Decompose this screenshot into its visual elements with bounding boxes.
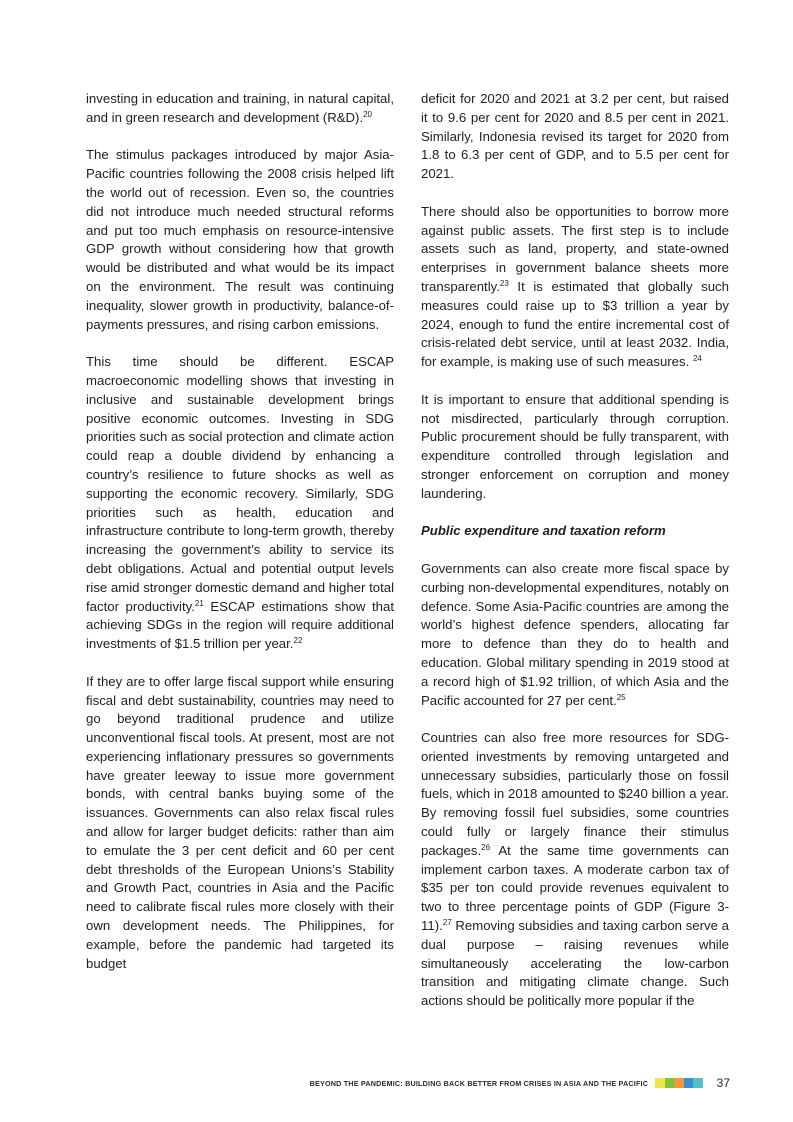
color-block: [674, 1078, 684, 1088]
paragraph-1: investing in education and training, in natural capital, and in green research and development (R&D).$^{20}$: [86, 91, 394, 125]
color-block: [665, 1078, 675, 1088]
page-number: 37: [716, 1076, 730, 1090]
footnote-ref: 22: [293, 636, 303, 646]
paragraph-7: It is important to ensure that additional spending is not misdirected, particularly through corruption. Public procurement should be fully transparent, with expenditure controlled through legislation and stronger enforcement on corruption and money laundering.: [421, 391, 729, 501]
footnote-ref: 25: [616, 692, 626, 702]
footnote-ref: 27: [442, 918, 452, 928]
footnote-ref: 20: [363, 109, 372, 119]
paragraph-4: If they are to offer large fiscal support while ensuring fiscal and debt sustainability, countries may need to go beyond traditional prudence and utilize unconventional fiscal tools. At present, most are not experiencing inflationary pressures so governments have greater leeway to issue more government bonds, with central banks buying some of the issuances. Governments can also relax fiscal rules and allow for larger budget deficits: rather than aim to emulate the 3 per cent deficit and 60 per cent debt thresholds of the European Unions’s Stability and Growth Pact, countries in Asia and the Pacific need to calibrate fiscal rules more closely with their own development needs. The Philippines, for example, before the pandemic had targeted its budget: [86, 673, 394, 971]
color-block: [655, 1078, 665, 1088]
color-bar: [655, 1078, 703, 1088]
paragraph-9: Countries can also free more resources for SDG-oriented investments by removing untargeted and unnecessary subsidies, particularly those on fossil fuels, which in 2018 amounted to $240 billion a year. By removing fossil fuel subsidies, some countries could fully or largely finance their stimulus packages.$^{26}$ At the same time governments can implement carbon taxes. A moderate carbon tax of $35 per ton could provide revenues equivalent to two to three percentage points of GDP (Figure 3-11).$^{27}$ Removing subsidies and taxing carbon serve a dual purpose – raising revenues while simultaneously accelerating the low-carbon transition and mitigating climate change. Such actions should be politically more popular if the: [421, 730, 729, 1009]
page-footer: [310, 1076, 730, 1090]
running-title: BEYOND THE PANDEMIC: BUILDING BACK BETTER FROM CRISES IN ASIA AND THE PACIFIC: [309, 1078, 649, 1088]
color-block: [693, 1078, 703, 1088]
footnote-ref: 23: [499, 278, 509, 288]
paragraph-2: The stimulus packages introduced by major Asia-Pacific countries following the 2008 crisis helped lift the world out of recession. Even so, the countries did not introduce much needed structural reforms and put too much emphasis on resource-intensive GDP growth without considering how that growth would be distributed and what would be its impact on the environment. The result was continuing inequality, slower growth in productivity, balance-of-payments pressures, and rising carbon emissions.: [86, 147, 394, 332]
section-heading: Public expenditure and taxation reform: [421, 523, 666, 539]
paragraph-5: deficit for 2020 and 2021 at 3.2 per cent, but raised it to 9.6 per cent for 2020 and 8.5 per cent in 2021. Similarly, Indonesia revised its target for 2020 from 1.8 to 6.3 per cent of GDP, and to 5.5 per cent for 2021.: [421, 91, 729, 182]
footnote-ref: 24: [692, 354, 702, 364]
paragraph-8: Governments can also create more fiscal space by curbing non-developmental expenditures, notably on defence. Some Asia-Pacific countries are among the world’s highest defence spenders, allocating far more to defence than they do to health and education. Global military spending in 2019 stood at a record high of $1.92 trillion, of which Asia and the Pacific accounted for 27 per cent.$^{25}$: [421, 560, 729, 708]
right-column: [421, 90, 729, 1011]
paragraph-3: This time should be different. ESCAP macroeconomic modelling shows that investing in inclusive and sustainable development brings positive economic outcomes. Investing in SDG priorities such as social protection and climate action could reap a double dividend by enhancing a country’s resilience to future shocks as well as supporting the economic recovery. Similarly, SDG priorities such as health, education and infrastructure contribute to long-term growth, thereby increasing the government’s ability to service its debt obligations. Actual and potential output levels rise amid stronger domestic demand and higher total factor productivity.$^{21}$ ESCAP estimations show that achieving SDGs in the region will require additional investments of $1.5 trillion per year.$^{22}$: [86, 354, 394, 652]
footnote-ref: 21: [194, 598, 204, 608]
footnote-ref: 26: [481, 842, 491, 852]
color-block: [684, 1078, 694, 1088]
paragraph-6: There should also be opportunities to borrow more against public assets. The first step is to include assets such as land, property, and state-owned enterprises in government balance sheets more transparently.$^{23}$ It is estimated that globally such measures could raise up to $3 trillion a year by 2024, enough to fund the entire incremental cost of crisis-related debt service, until at least 2032. India, for example, is making use of such measures. $^{24}$: [421, 203, 729, 370]
left-column: [86, 90, 394, 973]
